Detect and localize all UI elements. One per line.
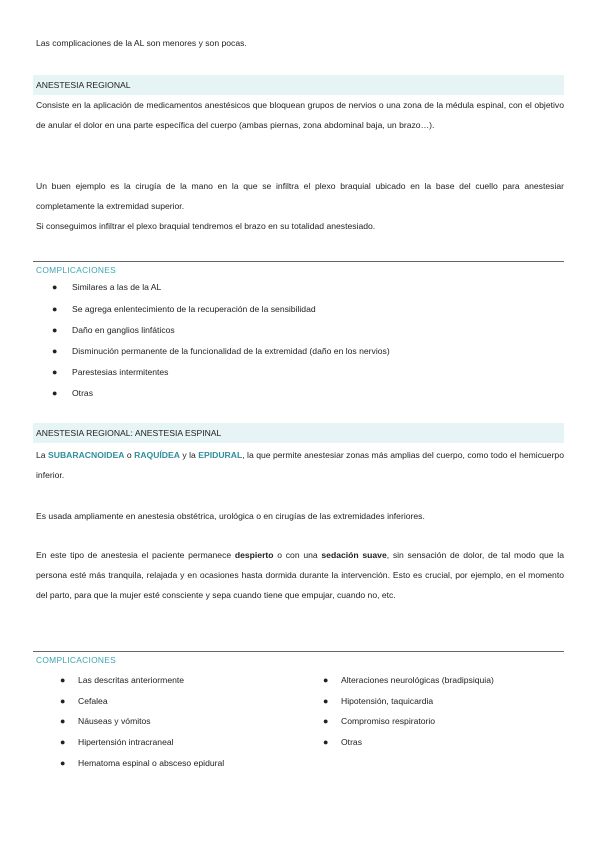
complications-heading: COMPLICACIONES — [36, 265, 117, 275]
section-heading-espinal — [33, 423, 564, 443]
bullet-icon: ● — [60, 675, 66, 685]
paragraph-regional-definition: Consiste en la aplicación de medicamentos anestésicos que bloquean grupos de nervios o una zona de la médula espinal, con el objetivo de anular el dolor en una parte específica del cuerpo (ambas piernas, zona abdominal baja, un brazo…). — [36, 100, 564, 130]
term-subaracnoidea: SUBARACNOIDEA — [48, 450, 125, 460]
section-heading-text: ANESTESIA REGIONAL: ANESTESIA ESPINAL — [36, 428, 222, 438]
bullet-icon: ● — [323, 696, 329, 706]
paragraph-espinal-usage: Es usada ampliamente en anestesia obstétrica, urológica o en cirugías de las extremidades inferiores. — [36, 511, 425, 521]
bullet-icon: ● — [60, 696, 66, 706]
bullet-icon: ● — [52, 346, 58, 356]
paragraph-regional-plexo: Si conseguimos infiltrar el plexo braquial tendremos el brazo en su totalidad anestesiado. — [36, 221, 376, 231]
bullet-icon: ● — [323, 675, 329, 685]
section-heading-text: ANESTESIA REGIONAL — [36, 80, 131, 90]
bullet-icon: ● — [323, 716, 329, 726]
complications-heading: COMPLICACIONES — [36, 655, 117, 665]
term-raquidea: RAQUÍDEA — [134, 450, 180, 460]
bullet-icon: ● — [52, 367, 58, 377]
bullet-icon: ● — [52, 388, 58, 398]
bullet-icon: ● — [60, 716, 66, 726]
paragraph-espinal-patient: En este tipo de anestesia el paciente permanece despierto o con una sedación suave, sin sensación de dolor, de tal modo que la persona esté más tranquila, relajada y en ocasiones hasta dormida durante la intervención. Esto es crucial, por ejemplo, en el momento del parto, para que la mujer esté consciente y sepa cuando tiene que empujar, cuando no, etc. — [36, 550, 564, 600]
section-heading-regional — [33, 75, 564, 95]
document-page: Las complicaciones de la AL son menores y son pocas. ANESTESIA REGIONAL Consiste en la aplicación de medicamentos anestésicos que bloquean grupos de nervios o una zona de la médula espinal, con el objetivo de anular el dolor en una parte específica del cuerpo (ambas piernas, zona abdominal baja, un brazo…). Un buen ejemplo es la cirugía de la mano en la que se infiltra el plexo braquial ubicado en la base del cuello para anestesiar completamente la extremidad superior. Si conseguimos infiltrar el plexo braquial tendremos el brazo en su totalidad anestesiado. COMPLICACIONES ● Similares a las de la AL ● Se agrega enlentecimiento de la recuperación de la sensibilidad ● Daño en ganglios linfáticos ● Disminución permanente de la funcionalidad de la extremidad (daño en los nervios) ● Parestesias intermitentes ● Otras ANESTESIA REGIONAL: ANESTESIA ESPINAL La SUBARACNOIDEA o RAQUÍDEA y la EPIDURAL, la que permite anestesiar zonas más amplias del cuerpo, como todo el hemicuerpo inferior. Es usada ampliamente en anestesia obstétrica, urológica o en cirugías de las extremidades inferiores. En este tipo de anestesia el paciente permanece despierto o con una sedación suave, sin sensación de dolor, de tal modo que la persona esté más tranquila, relajada y en ocasiones hasta dormida durante la intervención. Esto es crucial, por ejemplo, en el momento del parto, para que la mujer esté consciente y sepa cuando tiene que empujar, cuando no, etc. COMPLICACIONES ● Las descritas anteriormente ● Cefalea ● Náuseas y vómitos ● Hipertensión intracraneal ● Hematoma espinal o absceso epidural ● Alteraciones neurológicas (bradipsiquia) ● Hipotensión, taquicardia ● Compromiso respiratorio ● Otras — [0, 0, 599, 848]
term-epidural: EPIDURAL — [198, 450, 243, 460]
bullet-icon: ● — [52, 282, 58, 292]
paragraph-espinal-types: La SUBARACNOIDEA o RAQUÍDEA y la EPIDURAL, la que permite anestesiar zonas más amplias del cuerpo, como todo el hemicuerpo inferior. — [36, 450, 564, 480]
bullet-icon: ● — [60, 758, 66, 768]
section-rule — [33, 651, 564, 652]
section-rule — [33, 261, 564, 262]
bullet-icon: ● — [52, 304, 58, 314]
intro-paragraph: Las complicaciones de la AL son menores y son pocas. — [36, 38, 247, 48]
paragraph-regional-example: Un buen ejemplo es la cirugía de la mano en la que se infiltra el plexo braquial ubicado en la base del cuello para anestesiar completamente la extremidad superior. — [36, 181, 564, 211]
bullet-icon: ● — [52, 325, 58, 335]
bullet-icon: ● — [60, 737, 66, 747]
bullet-icon: ● — [323, 737, 329, 747]
